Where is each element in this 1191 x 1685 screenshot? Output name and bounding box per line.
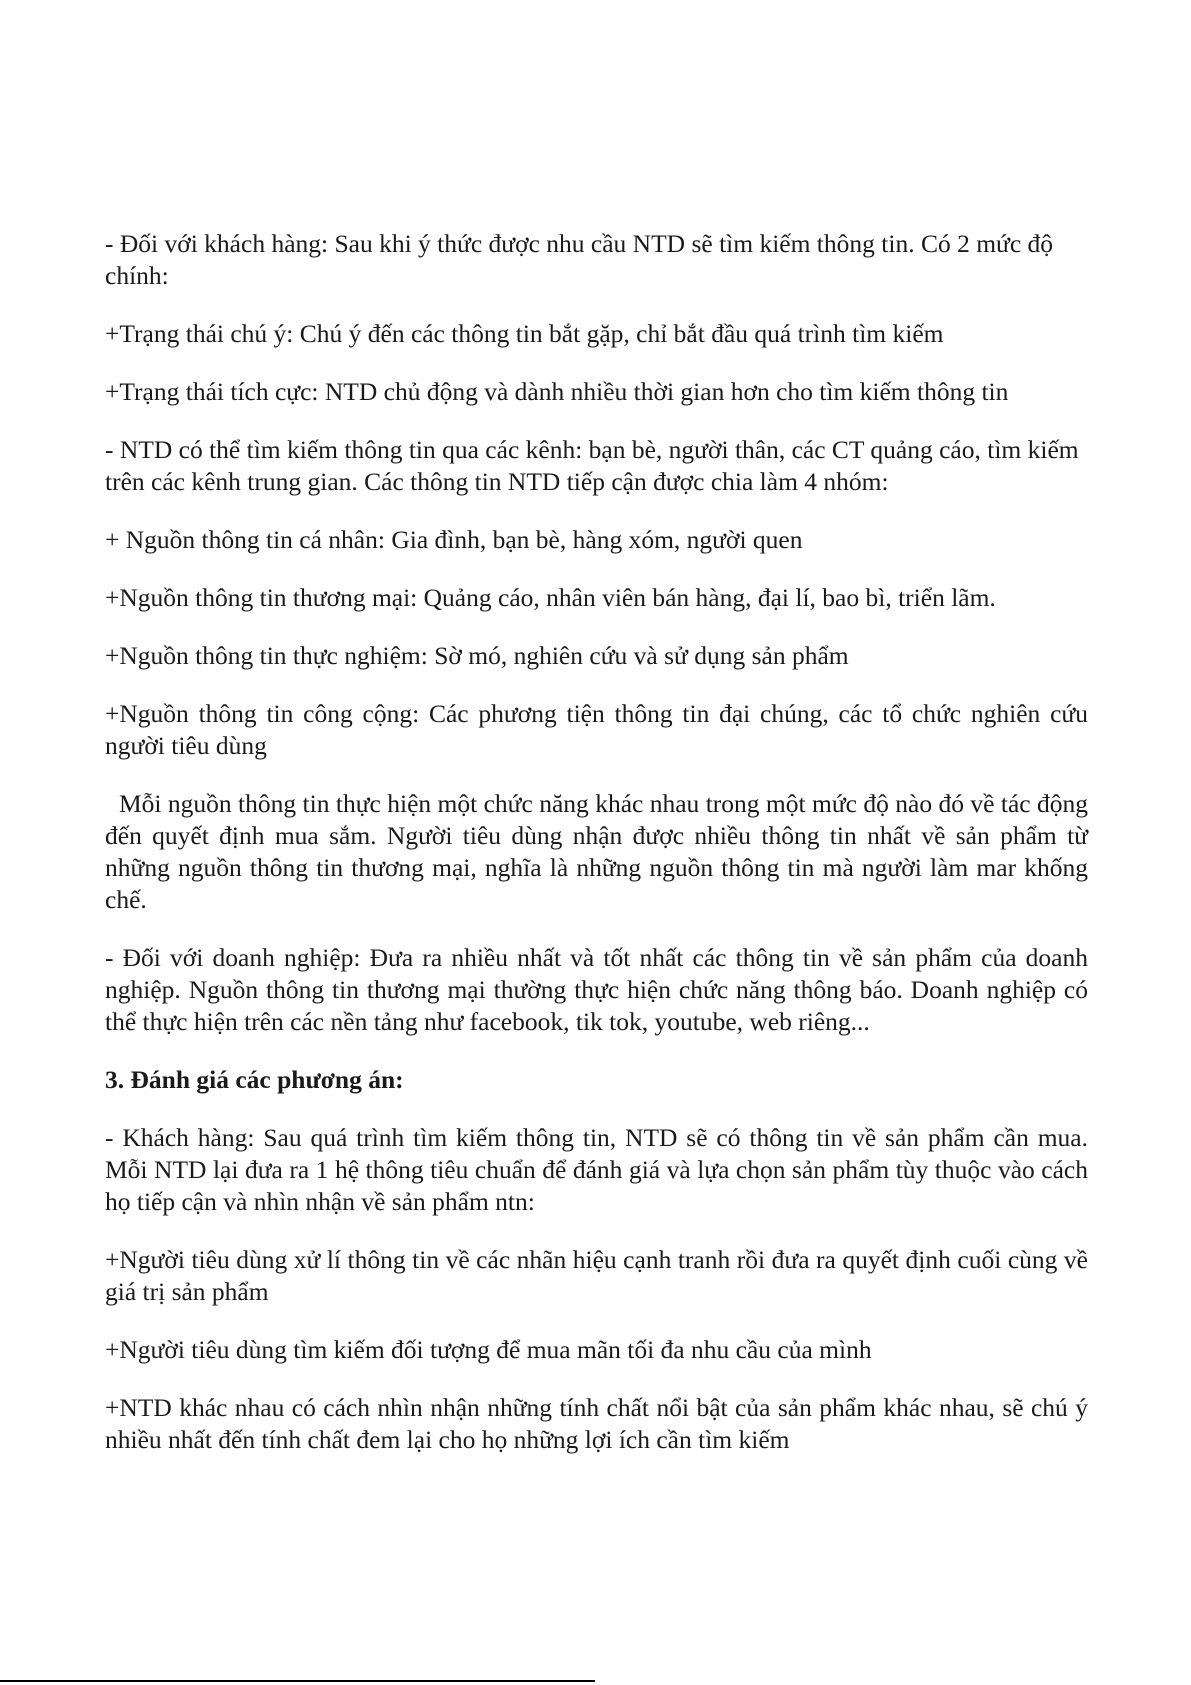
paragraph-source-functions: Mỗi nguồn thông tin thực hiện một chức năng khác nhau trong một mức độ nào đó về tác động đến quyết định mua sắm. Người tiêu dùng nhận được nhiều thông tin nhất về sản phẩm từ những nguồn thông tin thương mại, nghĩa là những nguồn thông tin mà người làm mar khống chế. (105, 789, 1088, 914)
paragraph-customer-evaluation: - Khách hàng: Sau quá trình tìm kiếm thông tin, NTD sẽ có thông tin về sản phẩm cần mua. Mỗi NTD lại đưa ra 1 hệ thông tiêu chuẩn để đánh giá và lựa chọn sản phẩm tùy thuộc vào cách họ tiếp cận và nhìn nhận về sản phẩm ntn: (105, 1123, 1088, 1216)
paragraph-attention-state: +Trạng thái chú ý: Chú ý đến các thông tin bắt gặp, chỉ bắt đầu quá trình tìm kiếm (105, 319, 944, 348)
paragraph-customer-info-search: - Đối với khách hàng: Sau khi ý thức được nhu cầu NTD sẽ tìm kiếm thông tin. Có 2 mức độ chính: (105, 229, 1054, 290)
document-body (105, 228, 1088, 1482)
paragraph-competing-brands: +Người tiêu dùng xử lí thông tin về các nhãn hiệu cạnh tranh rồi đưa ra quyết định cuối cùng về giá trị sản phẩm (105, 1245, 1088, 1306)
paragraph-info-channels: - NTD có thể tìm kiếm thông tin qua các kênh: bạn bè, người thân, các CT quảng cáo, tìm kiếm trên các kênh trung gian. Các thông tin NTD tiếp cận được chia làm 4 nhóm: (105, 435, 1079, 496)
paragraph-maximize-needs: +Người tiêu dùng tìm kiếm đối tượng để mua mãn tối đa nhu cầu của mình (105, 1335, 872, 1364)
paragraph-public-sources: +Nguồn thông tin công cộng: Các phương tiện thông tin đại chúng, các tổ chức nghiên cứu người tiêu dùng (105, 699, 1088, 760)
footer-rule (0, 1680, 595, 1682)
paragraph-commercial-sources: +Nguồn thông tin thương mại: Quảng cáo, nhân viên bán hàng, đại lí, bao bì, triển lãm. (105, 583, 996, 612)
paragraph-active-state: +Trạng thái tích cực: NTD chủ động và dành nhiều thời gian hơn cho tìm kiếm thông tin (105, 377, 1009, 406)
paragraph-distinct-features: +NTD khác nhau có cách nhìn nhận những tính chất nổi bật của sản phẩm khác nhau, sẽ chú ý nhiều nhất đến tính chất đem lại cho họ những lợi ích cần tìm kiếm (105, 1393, 1088, 1454)
paragraph-business-info: - Đối với doanh nghiệp: Đưa ra nhiều nhất và tốt nhất các thông tin về sản phẩm của doanh nghiệp. Nguồn thông tin thương mại thường thực hiện chức năng thông báo. Doanh nghiệp có thể thực hiện trên các nền tảng như facebook, tik tok, youtube, web riêng... (105, 943, 1088, 1036)
paragraph-personal-sources: + Nguồn thông tin cá nhân: Gia đình, bạn bè, hàng xóm, người quen (105, 525, 803, 554)
paragraph-experimental-sources: +Nguồn thông tin thực nghiệm: Sờ mó, nghiên cứu và sử dụng sản phẩm (105, 641, 849, 670)
section-heading-evaluate-options: 3. Đánh giá các phương án: (105, 1065, 404, 1094)
